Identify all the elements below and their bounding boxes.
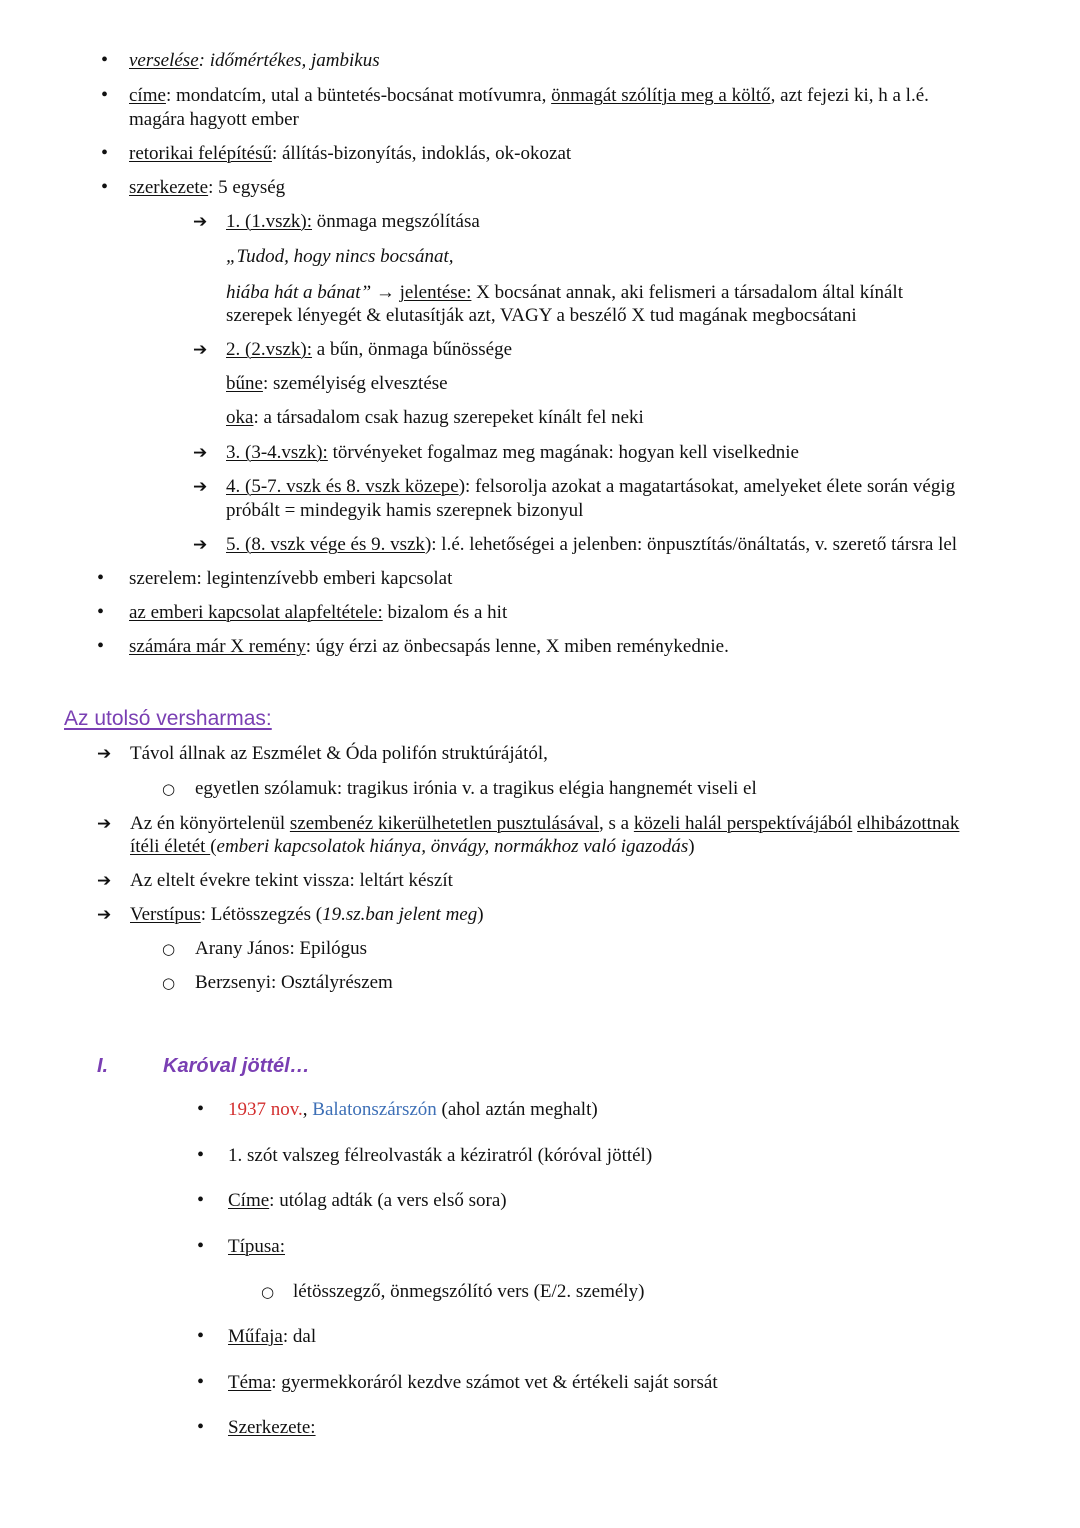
arrow-icon: ➔ <box>193 535 208 555</box>
list-item-cime: címe: mondatcím, utal a büntetés-bocsánat motívumra, önmagát szólítja meg a költő, azt fejezi ki, h a l.é. <box>129 85 929 106</box>
subpoint-berzsenyi: Berzsenyi: Osztályrészem <box>195 972 393 993</box>
list-item-cime-cont: magára hagyott ember <box>129 109 299 130</box>
arrow-icon: ➔ <box>97 905 112 925</box>
fact-tipusa-detail: létösszegző, önmegszólító vers (E/2. személy) <box>293 1281 645 1302</box>
arrow-icon: ➔ <box>97 871 112 891</box>
fact-date-place: 1937 nov., Balatonszárszón (ahol aztán meghalt) <box>228 1099 598 1120</box>
point-pusztulas: Az én könyörtelenül szembenéz kikerülhetetlen pusztulásával, s a közeli halál perspektívájából elhibázottnak <box>130 813 960 834</box>
unit-5: 5. (8. vszk vége és 9. vszk): l.é. lehetőségei a jelenben: önpusztítás/önáltatás, v. szerető társra lel <box>226 534 958 555</box>
list-item-verselese: verselése: időmértékes, jambikus <box>129 50 380 71</box>
unit-1: 1. (1.vszk): önmaga megszólítása <box>226 211 480 232</box>
list-item-retorikai: retorikai felépítésű: állítás-bizonyítás, indoklás, ok-okozat <box>129 143 572 164</box>
bullet-icon: • <box>197 1325 205 1347</box>
arrow-icon: ➔ <box>193 443 208 463</box>
list-item-alapfeltetel: az emberi kapcsolat alapfeltétele: bizalom és a hit <box>129 602 508 623</box>
subpoint-szolam: egyetlen szólamuk: tragikus irónia v. a tragikus elégia hangnemét viseli el <box>195 778 757 799</box>
bullet-icon: • <box>197 1416 205 1438</box>
unit-2-bune: bűne: személyiség elvesztése <box>226 373 448 394</box>
unit-3: 3. (3-4.vszk): törvényeket fogalmaz meg magának: hogyan kell viselkednie <box>226 442 799 463</box>
quote-line-2-cont: szerepek lényegét & elutasítják azt, VAGY a beszélő X tud magának megbocsátani <box>226 305 857 326</box>
fact-mufaja: Műfaja: dal <box>228 1326 317 1347</box>
list-item-szerelem: szerelem: legintenzívebb emberi kapcsolat <box>129 568 453 589</box>
circle-bullet-icon: ○ <box>162 780 176 798</box>
bullet-icon: • <box>101 142 109 164</box>
fact-tipusa: Típusa: <box>228 1236 285 1257</box>
list-item-szerkezete: szerkezete: 5 egység <box>129 177 286 198</box>
circle-bullet-icon: ○ <box>261 1283 275 1301</box>
bullet-icon: • <box>97 601 105 623</box>
bullet-icon: • <box>197 1371 205 1393</box>
arrow-icon: ➔ <box>97 814 112 834</box>
fact-szerkezete: Szerkezete: <box>228 1417 316 1438</box>
arrow-icon: ➔ <box>193 212 208 232</box>
bullet-icon: • <box>197 1098 205 1120</box>
bullet-icon: • <box>197 1189 205 1211</box>
unit-4-cont: próbált = mindegyik hamis szerepnek bizonyul <box>226 500 584 521</box>
section-number: I. <box>97 1055 109 1077</box>
quote-line-2: hiába hát a bánat” → jelentése: X bocsánat annak, aki felismeri a társadalom által kínált <box>226 282 903 303</box>
bullet-icon: • <box>97 567 105 589</box>
unit-2: 2. (2.vszk): a bűn, önmaga bűnössége <box>226 339 512 360</box>
quote-line-1: „Tudod, hogy nincs bocsánat, <box>226 246 454 267</box>
fact-manuscript: 1. szót valszeg félreolvasták a kéziratról (kóróval jöttél) <box>228 1145 653 1166</box>
subpoint-arany: Arany János: Epilógus <box>195 938 368 959</box>
arrow-icon: ➔ <box>193 477 208 497</box>
unit-4: 4. (5-7. vszk és 8. vszk közepe): felsorolja azokat a magatartásokat, amelyeket élete során végig <box>226 476 956 497</box>
section-heading: Az utolsó versharmas: <box>64 707 272 730</box>
circle-bullet-icon: ○ <box>162 940 176 958</box>
bullet-icon: • <box>101 49 109 71</box>
bullet-icon: • <box>101 84 109 106</box>
bullet-icon: • <box>101 176 109 198</box>
point-leltar: Az eltelt évekre tekint vissza: leltárt készít <box>130 870 453 891</box>
bullet-icon: • <box>197 1144 205 1166</box>
point-polifon: Távol állnak az Eszmélet & Óda polifón struktúrájától, <box>130 743 548 764</box>
point-verstipus: Verstípus: Létösszegzés (19.sz.ban jelent meg) <box>130 904 484 925</box>
section-title: Karóval jöttél… <box>163 1055 310 1077</box>
list-item-remeny: számára már X remény: úgy érzi az önbecsapás lenne, X miben reménykednie. <box>129 636 729 657</box>
point-pusztulas-cont: ítéli életét (emberi kapcsolatok hiánya, önvágy, normákhoz való igazodás) <box>130 836 695 857</box>
fact-tema: Téma: gyermekkoráról kezdve számot vet & értékeli saját sorsát <box>228 1372 718 1393</box>
unit-2-oka: oka: a társadalom csak hazug szerepeket kínált fel neki <box>226 407 644 428</box>
arrow-icon: ➔ <box>97 744 112 764</box>
bullet-icon: • <box>197 1235 205 1257</box>
arrow-icon: ➔ <box>193 340 208 360</box>
circle-bullet-icon: ○ <box>162 974 176 992</box>
fact-cime: Címe: utólag adták (a vers első sora) <box>228 1190 507 1211</box>
bullet-icon: • <box>97 635 105 657</box>
